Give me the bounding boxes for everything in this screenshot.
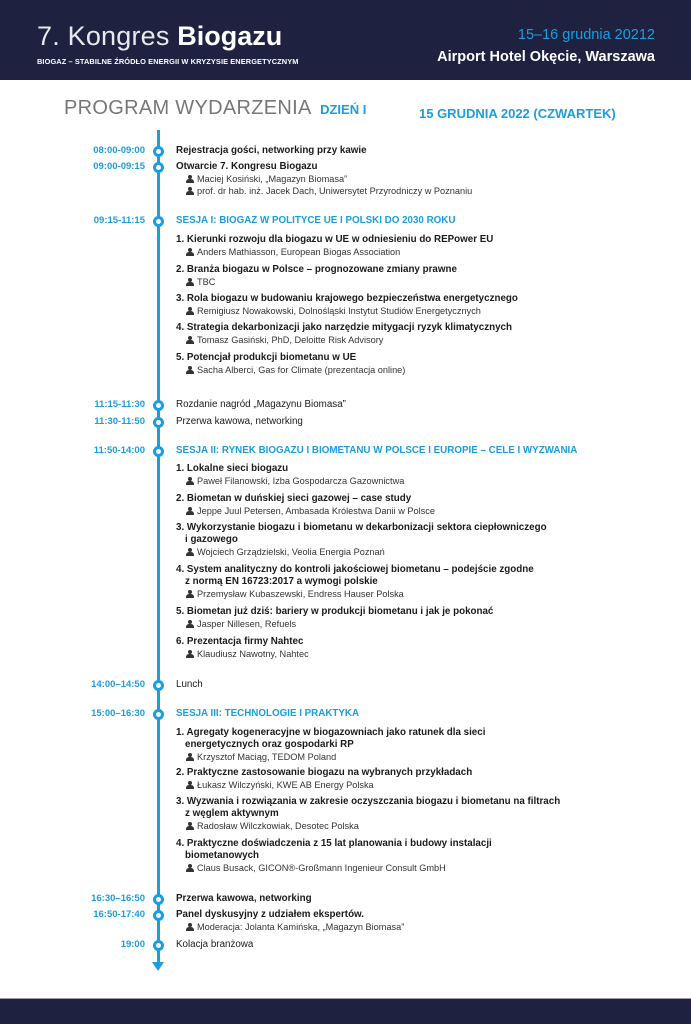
talk-title: 1. Kierunki rozwoju dla biogazu w UE w odniesieniu do REPower EU bbox=[176, 234, 494, 245]
timeline-node-icon bbox=[153, 400, 164, 411]
speaker-name: Jeppe Juul Petersen, Ambasada Królestwa Danii w Polsce bbox=[197, 506, 435, 516]
speaker bbox=[176, 276, 646, 288]
schedule-time: 14:00–14:50 bbox=[91, 679, 145, 690]
session-title: SESJA I: BIOGAZ W POLITYCE UE I POLSKI DO 2030 ROKU bbox=[176, 215, 456, 226]
speaker-name: Przemysław Kubaszewski, Endress Hauser Polska bbox=[197, 589, 404, 599]
session-title: SESJA III: TECHNOLOGIE I PRAKTYKA bbox=[176, 708, 360, 719]
speaker bbox=[176, 648, 646, 660]
speaker bbox=[176, 588, 646, 600]
program-day-label: DZIEŃ I bbox=[320, 102, 367, 117]
person-icon bbox=[186, 590, 194, 598]
speaker-name: Radosław Wilczkowiak, Desotec Polska bbox=[197, 821, 359, 831]
speaker bbox=[176, 364, 646, 376]
talk-title: 4. Strategia dekarbonizacji jako narzędzie mitygacji ryzyk klimatycznych bbox=[176, 322, 512, 333]
talk-title: 5. Biometan już dziś: bariery w produkcji biometanu i jak je pokonać bbox=[176, 606, 494, 617]
speaker bbox=[176, 246, 646, 258]
schedule-time: 11:15-11:30 bbox=[94, 399, 145, 410]
talk-item bbox=[176, 352, 646, 376]
speaker bbox=[176, 173, 646, 185]
person-icon bbox=[186, 781, 194, 789]
person-icon bbox=[186, 248, 194, 256]
talk-title-line1: 4. Praktyczne doświadczenia z 15 lat planowania i budowy instalacji bbox=[176, 838, 492, 849]
talk-title bbox=[176, 564, 646, 588]
talk-item bbox=[176, 767, 646, 791]
talk-item bbox=[176, 293, 646, 317]
person-icon bbox=[186, 336, 194, 344]
person-icon bbox=[186, 620, 194, 628]
talk-item bbox=[176, 322, 646, 346]
person-icon bbox=[186, 822, 194, 830]
session-title: SESJA II: RYNEK BIOGAZU I BIOMETANU W POLSCE I EUROPIE – CELE I WYZWANIA bbox=[176, 445, 578, 456]
person-icon bbox=[186, 366, 194, 374]
talk-item bbox=[176, 636, 646, 660]
talk-title bbox=[176, 522, 646, 546]
person-icon bbox=[186, 477, 194, 485]
speaker-name: Anders Mathiasson, European Biogas Association bbox=[197, 247, 401, 257]
timeline-arrow-down-icon bbox=[152, 962, 164, 971]
program-title: PROGRAM WYDARZENIA bbox=[64, 97, 312, 119]
schedule-item-title: Otwarcie 7. Kongresu Biogazu bbox=[176, 161, 318, 172]
person-icon bbox=[186, 864, 194, 872]
timeline-line bbox=[157, 130, 160, 962]
schedule-item-title: Przerwa kawowa, networking bbox=[176, 416, 303, 427]
person-icon bbox=[186, 307, 194, 315]
person-icon bbox=[186, 548, 194, 556]
speaker-name: Tomasz Gasiński, PhD, Deloitte Risk Advisory bbox=[197, 335, 384, 345]
talk-title bbox=[176, 796, 646, 820]
schedule-item-title: Rozdanie nagród „Magazynu Biomasa” bbox=[176, 399, 346, 410]
talk-title-line2: i gazowego bbox=[185, 534, 238, 545]
speaker-name: Claus Busack, GICON®-Großmann Ingenieur Consult GmbH bbox=[197, 863, 446, 873]
schedule-time: 09:00-09:15 bbox=[93, 161, 145, 172]
talk-title: 3. Rola biogazu w budowaniu krajowego bezpieczeństwa energetycznego bbox=[176, 293, 518, 304]
speaker bbox=[176, 305, 646, 317]
schedule-time: 15:00–16:30 bbox=[91, 708, 145, 719]
speaker bbox=[176, 475, 646, 487]
schedule-item-title: Panel dyskusyjny z udziałem ekspertów. bbox=[176, 909, 365, 920]
speaker-name: Łukasz Wilczyński, KWE AB Energy Polska bbox=[197, 780, 374, 790]
talk-title: 2. Branża biogazu w Polsce – prognozowane zmiany prawne bbox=[176, 264, 457, 275]
schedule-time: 09:15-11:15 bbox=[93, 215, 145, 226]
talk-item bbox=[176, 796, 646, 832]
talk-item bbox=[176, 264, 646, 288]
speaker-name: Klaudiusz Nawotny, Nahtec bbox=[197, 649, 309, 659]
speaker bbox=[176, 820, 646, 832]
header-banner bbox=[0, 0, 691, 80]
footer-banner bbox=[0, 998, 691, 1024]
talk-title-line1: 4. System analityczny do kontroli jakościowej biometanu – podejście zgodne bbox=[176, 564, 534, 575]
schedule-time: 19:00 bbox=[120, 939, 145, 950]
talk-item bbox=[176, 493, 646, 517]
talk-title: 1. Lokalne sieci biogazu bbox=[176, 463, 289, 474]
talk-item bbox=[176, 234, 646, 258]
person-icon bbox=[186, 278, 194, 286]
timeline-node-icon bbox=[153, 894, 164, 905]
talk-title-line1: 3. Wyzwania i rozwiązania w zakresie oczyszczania biogazu i biometanu na filtrach bbox=[176, 796, 561, 807]
person-icon bbox=[186, 507, 194, 515]
talk-item bbox=[176, 727, 646, 763]
timeline-node-icon bbox=[153, 940, 164, 951]
program-date: 15 GRUDNIA 2022 (CZWARTEK) bbox=[419, 106, 616, 121]
talk-title-line1: 1. Agregaty kogeneracyjne w biogazowniach jako ratunek dla sieci bbox=[176, 727, 486, 738]
timeline-node-icon bbox=[153, 709, 164, 720]
schedule-time: 16:50-17:40 bbox=[93, 909, 145, 920]
schedule-item-title: Rejestracja gości, networking przy kawie bbox=[176, 145, 367, 156]
person-icon bbox=[186, 650, 194, 658]
speaker-name: Jasper Nillesen, Refuels bbox=[197, 619, 297, 629]
speaker-name: Moderacja: Jolanta Kamińska, „Magazyn Biomasa” bbox=[197, 922, 405, 932]
talk-title: 6. Prezentacja firmy Nahtec bbox=[176, 636, 304, 647]
talk-item bbox=[176, 838, 646, 874]
event-title bbox=[37, 21, 282, 51]
talk-item bbox=[176, 606, 646, 630]
timeline-node-icon bbox=[153, 216, 164, 227]
talk-title-line1: 3. Wykorzystanie biogazu i biometanu w dekarbonizacji sektora ciepłowniczego bbox=[176, 522, 547, 533]
speaker bbox=[176, 618, 646, 630]
timeline-node-icon bbox=[153, 680, 164, 691]
talk-title bbox=[176, 838, 646, 862]
talk-title bbox=[176, 727, 646, 751]
speaker-name: Remigiusz Nowakowski, Dolnośląski Instytut Studiów Energetycznych bbox=[197, 306, 481, 316]
timeline-node-icon bbox=[153, 162, 164, 173]
timeline-node-icon bbox=[153, 417, 164, 428]
schedule-time: 16:30–16:50 bbox=[91, 893, 145, 904]
person-icon bbox=[186, 175, 194, 183]
timeline-node-icon bbox=[153, 910, 164, 921]
speaker bbox=[176, 334, 646, 346]
talk-title-line2: energetycznych oraz gospodarki RP bbox=[185, 739, 354, 750]
speaker bbox=[176, 779, 646, 791]
event-subtitle: BIOGAZ – STABILNE ŹRÓDŁO ENERGII W KRYZYSIE ENERGETYCZNYM bbox=[37, 57, 299, 66]
speaker-name: Sacha Alberci, Gas for Climate (prezentacja online) bbox=[197, 365, 406, 375]
speaker bbox=[176, 862, 646, 874]
person-icon bbox=[186, 923, 194, 931]
talk-item bbox=[176, 564, 646, 600]
speaker bbox=[176, 546, 646, 558]
schedule-item-title: Lunch bbox=[176, 679, 203, 690]
program-heading bbox=[64, 97, 366, 120]
event-venue: Airport Hotel Okęcie, Warszawa bbox=[437, 49, 655, 65]
talk-title-line2: biometanowych bbox=[185, 850, 260, 861]
talk-title: 5. Potencjał produkcji biometanu w UE bbox=[176, 352, 357, 363]
schedule-time: 11:30-11:50 bbox=[94, 416, 145, 427]
speaker bbox=[176, 505, 646, 517]
speaker-name: Wojciech Grządzielski, Veolia Energia Poznań bbox=[197, 547, 385, 557]
event-dates: 15–16 grudnia 20212 bbox=[517, 27, 655, 43]
speaker-name: Maciej Kosiński, „Magazyn Biomasa” bbox=[197, 174, 348, 184]
event-title-bold: Biogazu bbox=[177, 21, 283, 51]
talk-title-line2: z normą EN 16723:2017 a wymogi polskie bbox=[185, 576, 378, 587]
speaker-name: prof. dr hab. inż. Jacek Dach, Uniwersytet Przyrodniczy w Poznaniu bbox=[197, 186, 473, 196]
schedule-item-title: Kolacja branżowa bbox=[176, 939, 254, 950]
talk-title: 2. Praktyczne zastosowanie biogazu na wybranych przykładach bbox=[176, 767, 473, 778]
person-icon bbox=[186, 753, 194, 761]
speaker bbox=[176, 185, 646, 197]
speaker bbox=[176, 751, 646, 763]
timeline-node-icon bbox=[153, 146, 164, 157]
schedule-item-title: Przerwa kawowa, networking bbox=[176, 893, 312, 904]
talk-item bbox=[176, 522, 646, 558]
speaker-name: TBC bbox=[197, 277, 216, 287]
speaker-name: Krzysztof Maciąg, TEDOM Poland bbox=[197, 752, 337, 762]
talk-title: 2. Biometan w duńskiej sieci gazowej – case study bbox=[176, 493, 412, 504]
timeline-node-icon bbox=[153, 446, 164, 457]
speaker-name: Paweł Filanowski, Izba Gospodarcza Gazownictwa bbox=[197, 476, 405, 486]
person-icon bbox=[186, 187, 194, 195]
talk-title-line2: z węglem aktywnym bbox=[185, 808, 279, 819]
talk-item bbox=[176, 463, 646, 487]
event-title-prefix: 7. Kongres bbox=[37, 21, 178, 51]
schedule-time: 08:00-09:00 bbox=[93, 145, 145, 156]
speaker bbox=[176, 921, 646, 933]
schedule-time: 11:50-14:00 bbox=[93, 445, 145, 456]
